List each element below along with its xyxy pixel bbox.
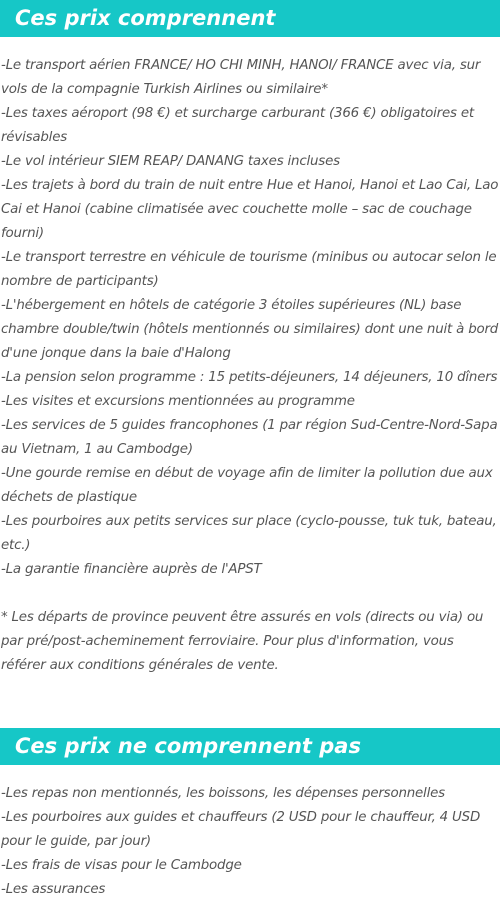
list-item: -Le transport terrestre en véhicule de tourisme (minibus ou autocar selon le nombre de participants) bbox=[1, 250, 497, 289]
list-item: -Les pourboires aux guides et chauffeurs (2 USD pour le chauffeur, 4 USD pour le guide, par jour) bbox=[1, 810, 481, 849]
list-item: -Une gourde remise en début de voyage afin de limiter la pollution due aux déchets de plastique bbox=[1, 466, 493, 505]
list-item: -Les visites et excursions mentionnées au programme bbox=[1, 394, 355, 409]
excluded-list bbox=[0, 782, 500, 902]
list-item: -Les taxes aéroport (98 €) et surcharge carburant (366 €) obligatoires et révisables bbox=[1, 106, 474, 145]
list-item: -La pension selon programme : 15 petits-déjeuners, 14 déjeuners, 10 dîners bbox=[1, 370, 498, 385]
excluded-section bbox=[0, 728, 500, 902]
included-title: Ces prix comprennent bbox=[0, 0, 500, 37]
list-item: -Le vol intérieur SIEM REAP/ DANANG taxes incluses bbox=[1, 154, 340, 169]
list-item: -Les trajets à bord du train de nuit entre Hue et Hanoi, Hanoi et Lao Cai, Lao Cai et Hanoi (cabine climatisée avec couchette molle – sac de couchage fourni) bbox=[1, 178, 499, 241]
excluded-title: Ces prix ne comprennent pas bbox=[0, 728, 500, 765]
list-item: -Les pourboires aux petits services sur place (cyclo-pousse, tuk tuk, bateau, etc.) bbox=[1, 514, 497, 553]
list-item: -L'hébergement en hôtels de catégorie 3 étoiles supérieures (NL) base chambre double/twin (hôtels mentionnés ou similaires) dont une nuit à bord d'une jonque dans la baie d'Halong bbox=[1, 298, 499, 361]
list-item: -La garantie financière auprès de l'APST bbox=[1, 562, 262, 577]
footnote: * Les départs de province peuvent être assurés en vols (directs ou via) ou par pré/post-acheminement ferroviaire. Pour plus d'information, vous référer aux conditions générales de vente. bbox=[1, 610, 484, 673]
list-item: -Les repas non mentionnés, les boissons, les dépenses personnelles bbox=[1, 786, 445, 801]
list-item: -Les services de 5 guides francophones (1 par région Sud-Centre-Nord-Sapa au Vietnam, 1 au Cambodge) bbox=[1, 418, 498, 457]
included-list bbox=[0, 54, 500, 582]
list-item: -Les frais de visas pour le Cambodge bbox=[1, 858, 242, 873]
list-item: -Les assurances bbox=[1, 882, 106, 897]
list-item: -Le transport aérien FRANCE/ HO CHI MINH, HANOI/ FRANCE avec via, sur vols de la compagnie Turkish Airlines ou similaire* bbox=[1, 58, 481, 97]
